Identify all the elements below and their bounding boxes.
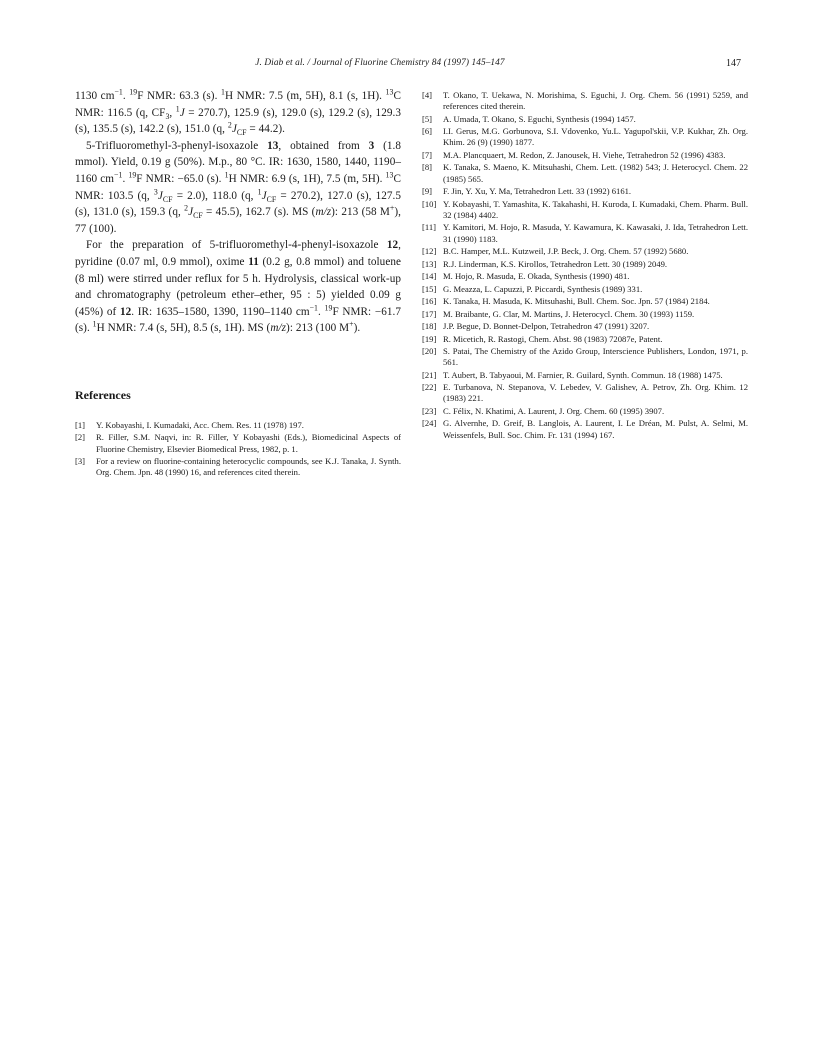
- reference-number: [3]: [75, 456, 86, 467]
- running-header: J. Diab et al. / Journal of Fluorine Chemistry 84 (1997) 145–147: [255, 58, 505, 68]
- reference-item: [422, 321, 748, 332]
- reference-text: K. Tanaka, S. Maeno, K. Mitsuhashi, Chem. Lett. (1982) 543; J. Heterocycl. Chem. 22 (1985) 565.: [443, 162, 748, 184]
- reference-item: [75, 420, 401, 431]
- reference-text: I.I. Gerus, M.G. Gorbunova, S.I. Vdovenko, Yu.L. Yagupol'skii, V.P. Kukhar, Zh. Org. Khim. 26 (9) (1990) 1877.: [443, 126, 748, 148]
- reference-number: [15]: [422, 283, 437, 294]
- reference-number: [17]: [422, 308, 437, 319]
- reference-item: [422, 271, 748, 282]
- paragraph-compound-13: 5-Trifluoromethyl-3-phenyl-isoxazole 13, obtained from 3 (1.8 mmol). Yield, 0.19 g (50%). M.p., 80 °C. IR: 1630, 1580, 1440, 1190–1160 $cm^{-1}$. $^{19}$F NMR: −65.0 (s). $^1$H NMR: 6.9 (s, 1H), 7.5 (m, 5H). $^{13}$C NMR: 103.5 (q, $^3J_{CF} = 2.0$), 118.0 (q, $^1J_{CF} = 270.2$), 127.0 (s), 127.5 (s), 131.0 (s), 159.3 (q, $^2J_{CF} = 45.5$), 162.7 (s). MS (m/z): 213 (58 M+), 77 (100).: [75, 139, 402, 235]
- reference-text: S. Patai, The Chemistry of the Azido Group, Interscience Publishers, London, 1971, p. 561.: [443, 346, 748, 368]
- reference-text: F. Jin, Y. Xu, Y. Ma, Tetrahedron Lett. 33 (1992) 6161.: [443, 186, 632, 197]
- reference-text: M. Hojo, R. Masuda, E. Okada, Synthesis (1990) 481.: [443, 271, 630, 282]
- right-column: [422, 90, 748, 442]
- reference-item: [422, 309, 748, 320]
- reference-number: [9]: [422, 186, 433, 197]
- reference-number: [6]: [422, 126, 433, 137]
- page-number: 147: [726, 58, 741, 69]
- references-list-left: [75, 420, 401, 479]
- reference-text: M.A. Plancquaert, M. Redon, Z. Janousek, H. Viehe, Tetrahedron 52 (1996) 4383.: [443, 149, 726, 160]
- reference-number: [7]: [422, 149, 433, 160]
- reference-text: A. Umada, T. Okano, S. Eguchi, Synthesis (1994) 1457.: [443, 113, 636, 124]
- left-column: [75, 88, 401, 480]
- reference-number: [2]: [75, 432, 86, 443]
- reference-text: For a review on fluorine-containing heterocyclic compounds, see K.J. Tanaka, J. Synth. Org. Chem. Jpn. 48 (1990) 16, and references cited therein.: [96, 456, 401, 478]
- reference-item: [422, 346, 748, 368]
- reference-item: [422, 382, 748, 404]
- reference-number: [13]: [422, 258, 437, 269]
- reference-text: G. Alvernhe, D. Greif, B. Langlois, A. Laurent, I. Le Dréan, M. Pulst, A. Selmi, M. Weissenfels, Bull. Soc. Chim. Fr. 131 (1994) 167.: [443, 418, 748, 440]
- reference-item: [422, 418, 748, 440]
- reference-number: [23]: [422, 405, 437, 416]
- reference-number: [8]: [422, 162, 433, 173]
- reference-text: T. Aubert, B. Tabyaoui, M. Farnier, R. Guilard, Synth. Commun. 18 (1988) 1475.: [443, 369, 723, 380]
- reference-item: [422, 334, 748, 345]
- reference-number: [20]: [422, 346, 437, 357]
- reference-number: [12]: [422, 246, 437, 257]
- reference-number: [14]: [422, 271, 437, 282]
- reference-text: R. Micetich, R. Rastogi, Chem. Abst. 98 (1983) 72087e, Patent.: [443, 333, 663, 344]
- reference-item: [422, 162, 748, 184]
- reference-number: [21]: [422, 369, 437, 380]
- references-heading: References: [75, 387, 131, 402]
- reference-text: Y. Kamitori, M. Hojo, R. Masuda, Y. Kawamura, K. Kawasaki, J. Ida, Tetrahedron Lett. 31 (1990) 1183.: [443, 222, 748, 244]
- reference-number: [18]: [422, 321, 437, 332]
- reference-text: R.J. Linderman, K.S. Kirollos, Tetrahedron Lett. 30 (1989) 2049.: [443, 258, 668, 269]
- reference-item: [422, 406, 748, 417]
- reference-text: C. Félix, N. Khatimi, A. Laurent, J. Org. Chem. 60 (1995) 3907.: [443, 405, 665, 416]
- reference-number: [24]: [422, 418, 437, 429]
- reference-number: [19]: [422, 333, 437, 344]
- reference-text: K. Tanaka, H. Masuda, K. Mitsuhashi, Bull. Chem. Soc. Jpn. 57 (1984) 2184.: [443, 296, 710, 307]
- reference-text: B.C. Hamper, M.L. Kutzweil, J.P. Beck, J. Org. Chem. 57 (1992) 5680.: [443, 246, 689, 257]
- paragraph-compound-12: For the preparation of 5-trifluoromethyl-4-phenyl-isoxazole 12, pyridine (0.07 ml, 0.9 mmol), oxime 11 (0.2 g, 0.8 mmol) and toluene (8 ml) were stirred under reflux for 5 h. Hydrolysis, classical work-up and chromatography (petroleum ether–ether, 95 : 5) yielded 0.09 g (45%) of 12. IR: 1635–1580, 1390, 1190–1140 $cm^{-1}$. $^{19}$F NMR: −61.7 (s). $^1$H NMR: 7.4 (s, 5H), 8.5 (s, 1H). MS (m/z): 213 (100 M+).: [75, 239, 401, 335]
- reference-number: [5]: [422, 113, 433, 124]
- reference-number: [22]: [422, 382, 437, 393]
- reference-item: [422, 370, 748, 381]
- reference-number: [16]: [422, 296, 437, 307]
- reference-item: [75, 456, 401, 478]
- reference-item: [422, 246, 748, 257]
- reference-number: [4]: [422, 90, 433, 100]
- reference-text: G. Meazza, L. Capuzzi, P. Piccardi, Synthesis (1989) 331.: [443, 283, 643, 294]
- reference-item: [422, 90, 748, 112]
- reference-number: [1]: [75, 419, 86, 430]
- reference-number: [10]: [422, 198, 437, 209]
- reference-text: M. Braibante, G. Clar, M. Martins, J. Heterocycl. Chem. 30 (1993) 1159.: [443, 308, 695, 319]
- reference-item: [422, 186, 748, 197]
- references-list-right: [422, 90, 748, 441]
- reference-item: [422, 296, 748, 307]
- reference-text: J.P. Begue, D. Bonnet-Delpon, Tetrahedron 47 (1991) 3207.: [443, 321, 650, 332]
- reference-item: [422, 126, 748, 148]
- reference-item: [75, 432, 401, 454]
- reference-item: [422, 222, 748, 244]
- reference-text: Y. Kobayashi, T. Yamashita, K. Takahashi, H. Kuroda, I. Kumadaki, Chem. Pharm. Bull. 32 (1984) 4402.: [443, 198, 748, 220]
- reference-text: T. Okano, T. Uekawa, N. Morishima, S. Eguchi, J. Org. Chem. 56 (1991) 5259, and references cited therein.: [443, 90, 748, 112]
- reference-item: [422, 199, 748, 221]
- reference-number: [11]: [422, 222, 436, 233]
- reference-item: [422, 284, 748, 295]
- paragraph-nmr-data: 1130 $cm^{-1}$. $^{19}$F NMR: 63.3 (s). $^1$H NMR: 7.5 (m, 5H), 8.1 (s, 1H). $^{13}$C NMR: 116.5 (q, $CF_3$, $^1$J = 270.7), 125.9 (s), 129.0 (s), 129.2 (s), 129.3 (s), 135.5 (s), 142.2 (s), 151.0 (q, $^2J_{CF} = 44.2$).: [75, 87, 401, 138]
- reference-text: E. Turbanova, N. Stepanova, V. Lebedev, V. Galishev, A. Petrov, Zh. Org. Khim. 12 (1983) 221.: [443, 382, 748, 404]
- reference-item: [422, 259, 748, 270]
- reference-text: Y. Kobayashi, I. Kumadaki, Acc. Chem. Res. 11 (1978) 197.: [96, 419, 304, 430]
- reference-item: [422, 150, 748, 161]
- reference-text: R. Filler, S.M. Naqvi, in: R. Filler, Y Kobayashi (Eds.), Biomedicinal Aspects of Fluorine Chemistry, Elsevier Biomedical Press, 1982, p. 1.: [96, 432, 401, 454]
- body-text: [75, 88, 401, 337]
- reference-item: [422, 114, 748, 125]
